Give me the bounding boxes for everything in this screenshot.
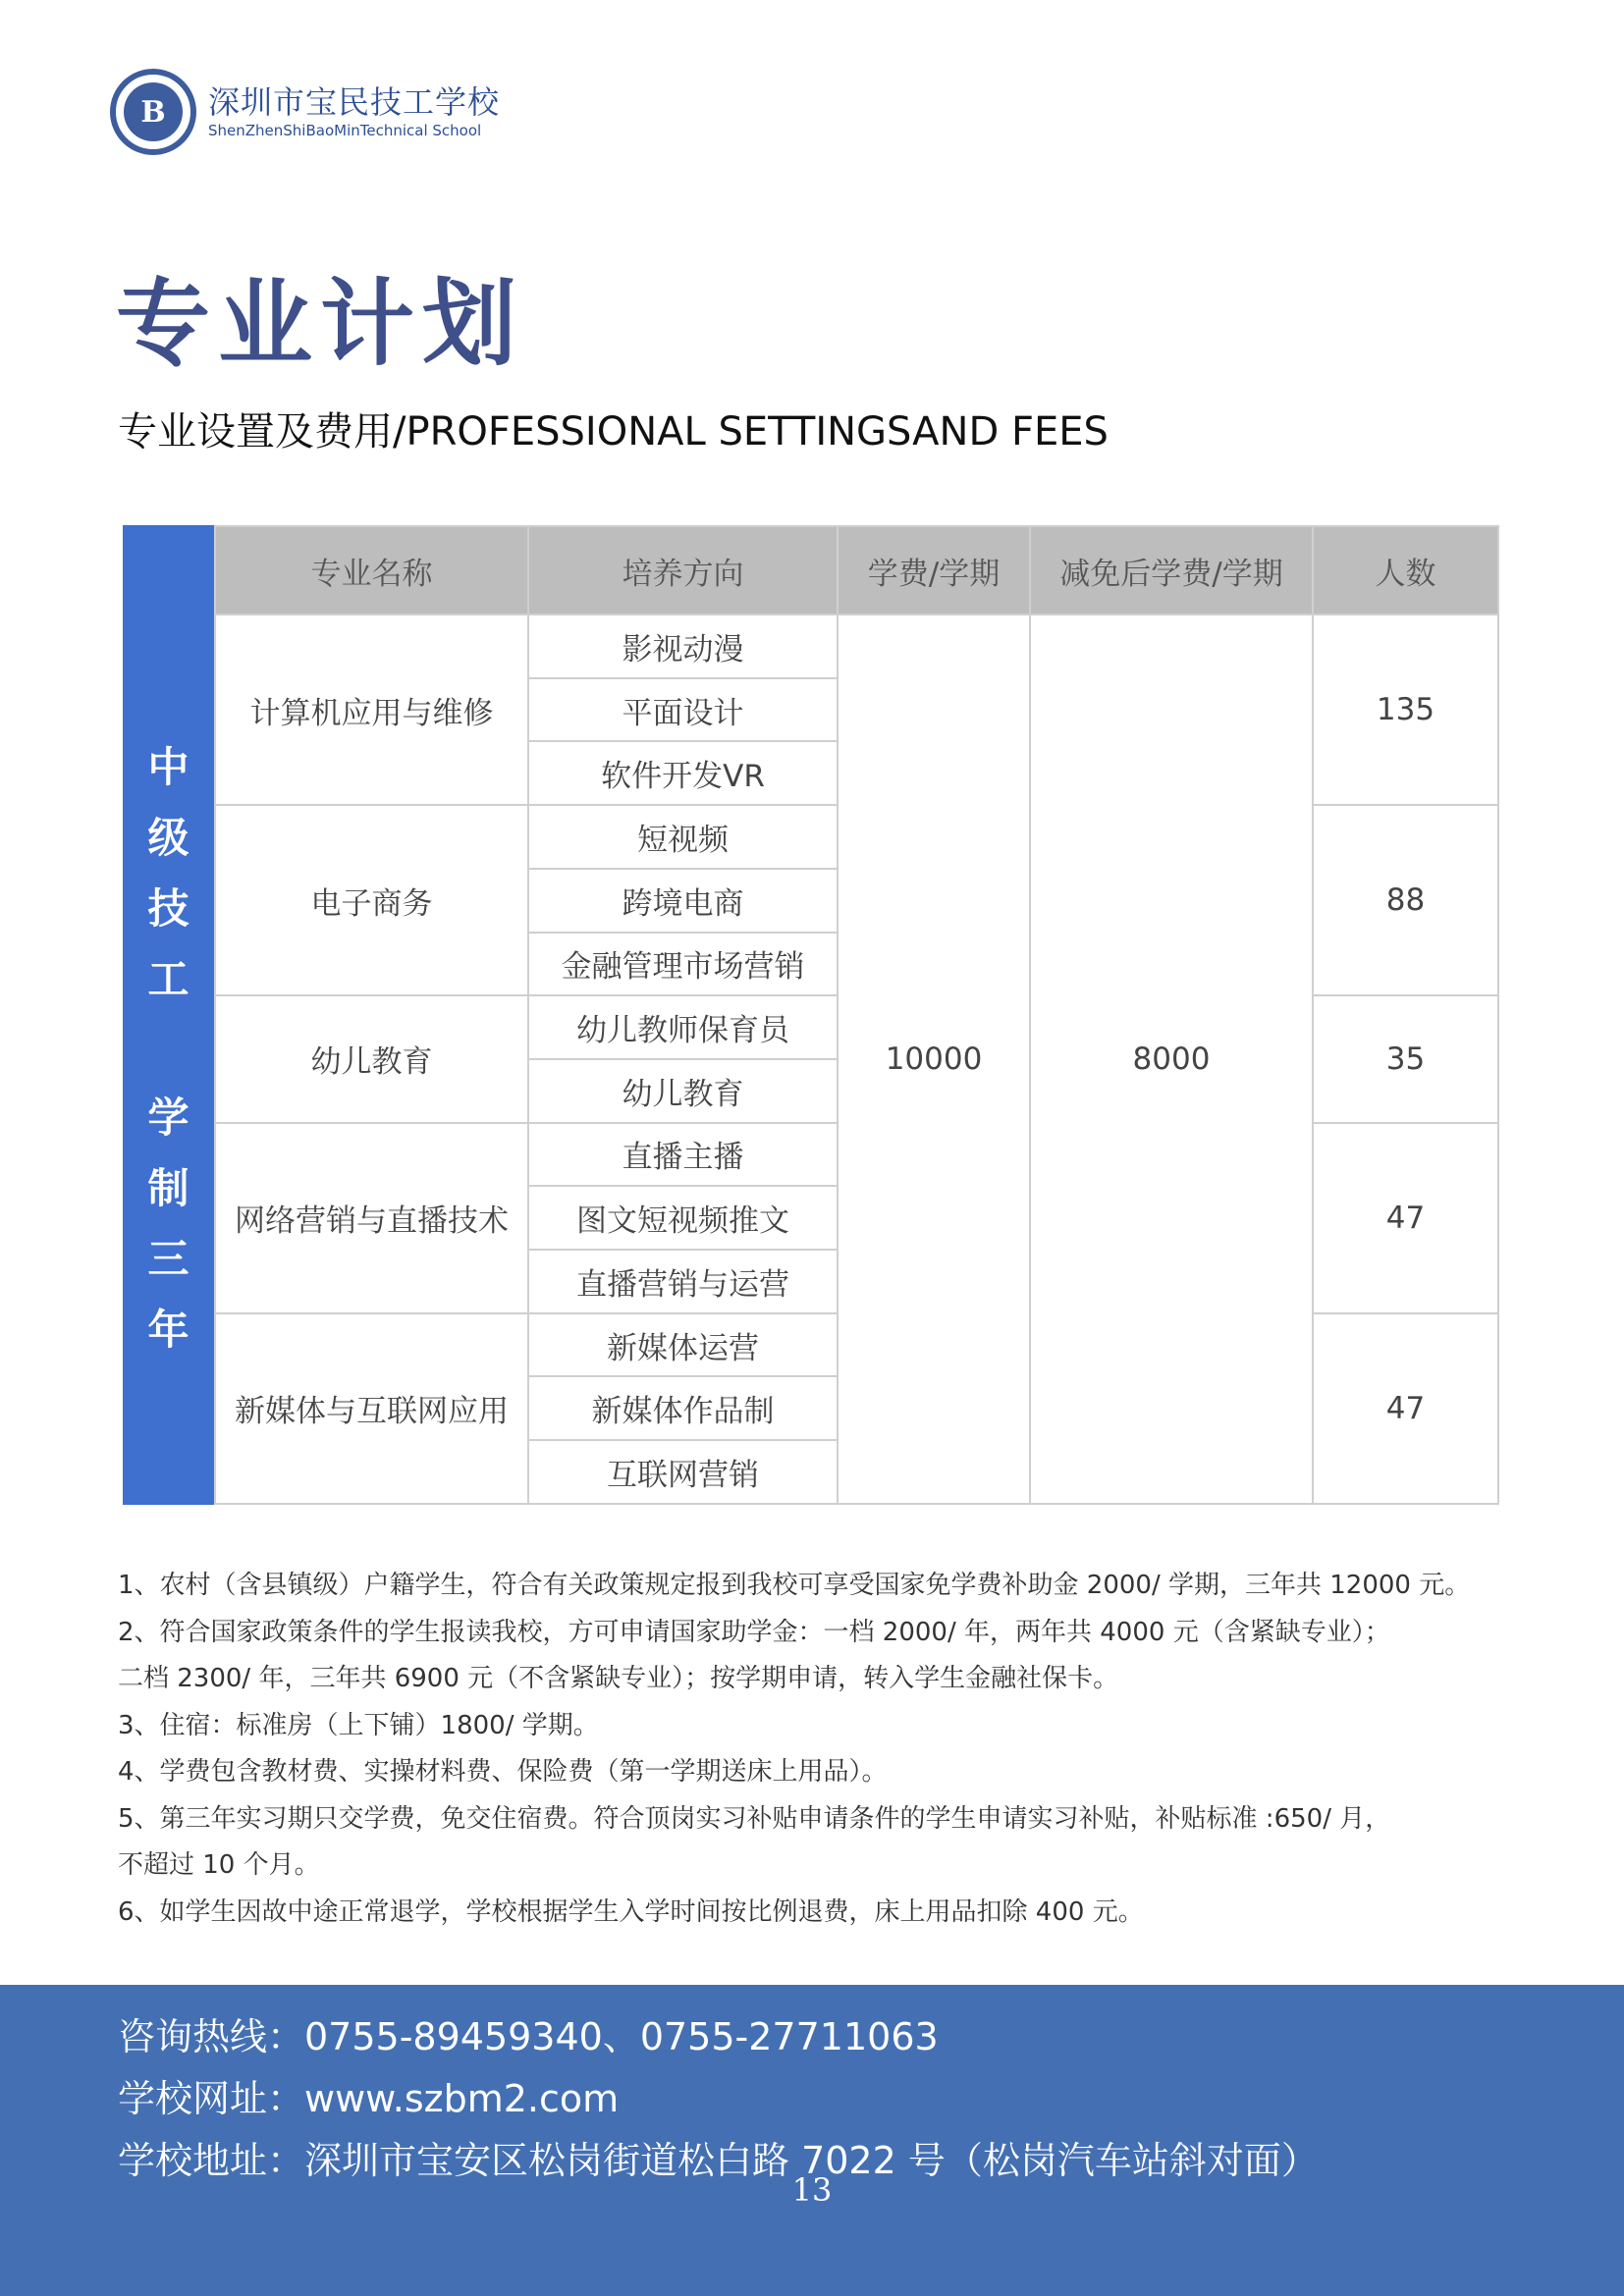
major-name: 计算机应用与维修	[215, 614, 528, 805]
direction-cell: 图文短视频推文	[528, 1186, 838, 1250]
hotline: 咨询热线：0755-89459340、0755-27711063	[118, 2015, 939, 2058]
direction-cell: 互联网营销	[528, 1440, 838, 1504]
program-level-sidebar	[123, 525, 214, 1505]
duration-char: 学	[147, 1094, 189, 1142]
level-label	[123, 732, 214, 1015]
count-cell: 88	[1313, 805, 1498, 995]
direction-cell: 金融管理市场营销	[528, 933, 838, 996]
direction-cell: 幼儿教师保育员	[528, 995, 838, 1059]
note-line: 不超过 10 个月。	[118, 1850, 320, 1880]
school-emblem-icon	[110, 69, 196, 155]
direction-cell: 软件开发VR	[528, 741, 838, 805]
note-line: 1、农村（含县镇级）户籍学生，符合有关政策规定报到我校可享受国家免学费补助金 2000/ 学期，三年共 12000 元。	[118, 1571, 1471, 1600]
address: 学校地址：深圳市宝安区松岗街道松白路 7022 号（松岗汽车站斜对面）	[118, 2139, 1319, 2182]
header-reduced-tuition: 减免后学费/学期	[1030, 526, 1313, 614]
direction-cell: 影视动漫	[528, 614, 838, 678]
logo-text	[208, 83, 500, 140]
direction-cell: 直播主播	[528, 1123, 838, 1187]
header-tuition: 学费/学期	[838, 526, 1030, 614]
page-title: 专业计划	[116, 269, 524, 379]
reduced-tuition-cell: 8000	[1030, 614, 1313, 1504]
emblem-mark: B	[124, 82, 183, 141]
direction-cell: 幼儿教育	[528, 1059, 838, 1123]
count-cell: 47	[1313, 1123, 1498, 1313]
header-major: 专业名称	[215, 526, 528, 614]
table-row	[215, 614, 1498, 678]
level-char: 级	[147, 814, 189, 862]
website: 学校网址：www.szbm2.com	[118, 2077, 620, 2120]
note-line: 4、学费包含教材费、实操材料费、保险费（第一学期送床上用品）。	[118, 1757, 888, 1787]
count-cell: 47	[1313, 1313, 1498, 1504]
direction-cell: 平面设计	[528, 678, 838, 742]
note-line: 3、住宿：标准房（上下铺）1800/ 学期。	[118, 1710, 599, 1740]
page-subtitle: 专业设置及费用/PROFESSIONAL SETTINGSAND FEES	[118, 409, 1109, 454]
level-char: 工	[147, 955, 189, 1003]
program-table-wrapper	[123, 525, 1497, 1505]
program-table	[214, 525, 1499, 1505]
major-name: 幼儿教育	[215, 995, 528, 1122]
duration-char: 制	[147, 1164, 189, 1212]
count-cell: 35	[1313, 995, 1498, 1122]
major-name: 新媒体与互联网应用	[215, 1313, 528, 1504]
direction-cell: 跨境电商	[528, 869, 838, 933]
direction-cell: 新媒体运营	[528, 1313, 838, 1377]
duration-label	[123, 1083, 214, 1365]
duration-char: 年	[147, 1306, 189, 1354]
fee-notes	[118, 1563, 1532, 1936]
school-logo	[110, 69, 500, 155]
school-name-en: ShenZhenShiBaoMinTechnical School	[208, 122, 482, 139]
table-header-row	[215, 526, 1498, 614]
direction-cell: 短视频	[528, 805, 838, 869]
count-cell: 135	[1313, 614, 1498, 805]
direction-cell: 直播营销与运营	[528, 1250, 838, 1313]
note-line: 二档 2300/ 年，三年共 6900 元（不含紧缺专业）；按学期申请，转入学生金融社保卡。	[118, 1664, 1119, 1693]
level-char: 中	[147, 743, 189, 791]
level-char: 技	[147, 884, 189, 933]
header-direction: 培养方向	[528, 526, 838, 614]
note-line: 2、符合国家政策条件的学生报读我校，方可申请国家助学金：一档 2000/ 年，两年共 4000 元（含紧缺专业）；	[118, 1617, 1390, 1647]
major-name: 电子商务	[215, 805, 528, 995]
tuition-cell: 10000	[838, 614, 1030, 1504]
direction-cell: 新媒体作品制	[528, 1376, 838, 1440]
header-count: 人数	[1313, 526, 1498, 614]
note-line: 6、如学生因故中途正常退学，学校根据学生入学时间按比例退费，床上用品扣除 400 元。	[118, 1896, 1144, 1927]
contact-footer	[0, 1985, 1624, 2296]
duration-char: 三	[147, 1235, 189, 1283]
school-name-cn: 深圳市宝民技工学校	[208, 83, 501, 121]
major-name: 网络营销与直播技术	[215, 1123, 528, 1313]
page-number: 13	[791, 2171, 833, 2209]
note-line: 5、第三年实习期只交学费，免交住宿费。符合顶岗实习补贴申请条件的学生申请实习补贴，补贴标准 :650/ 月，	[118, 1803, 1391, 1834]
